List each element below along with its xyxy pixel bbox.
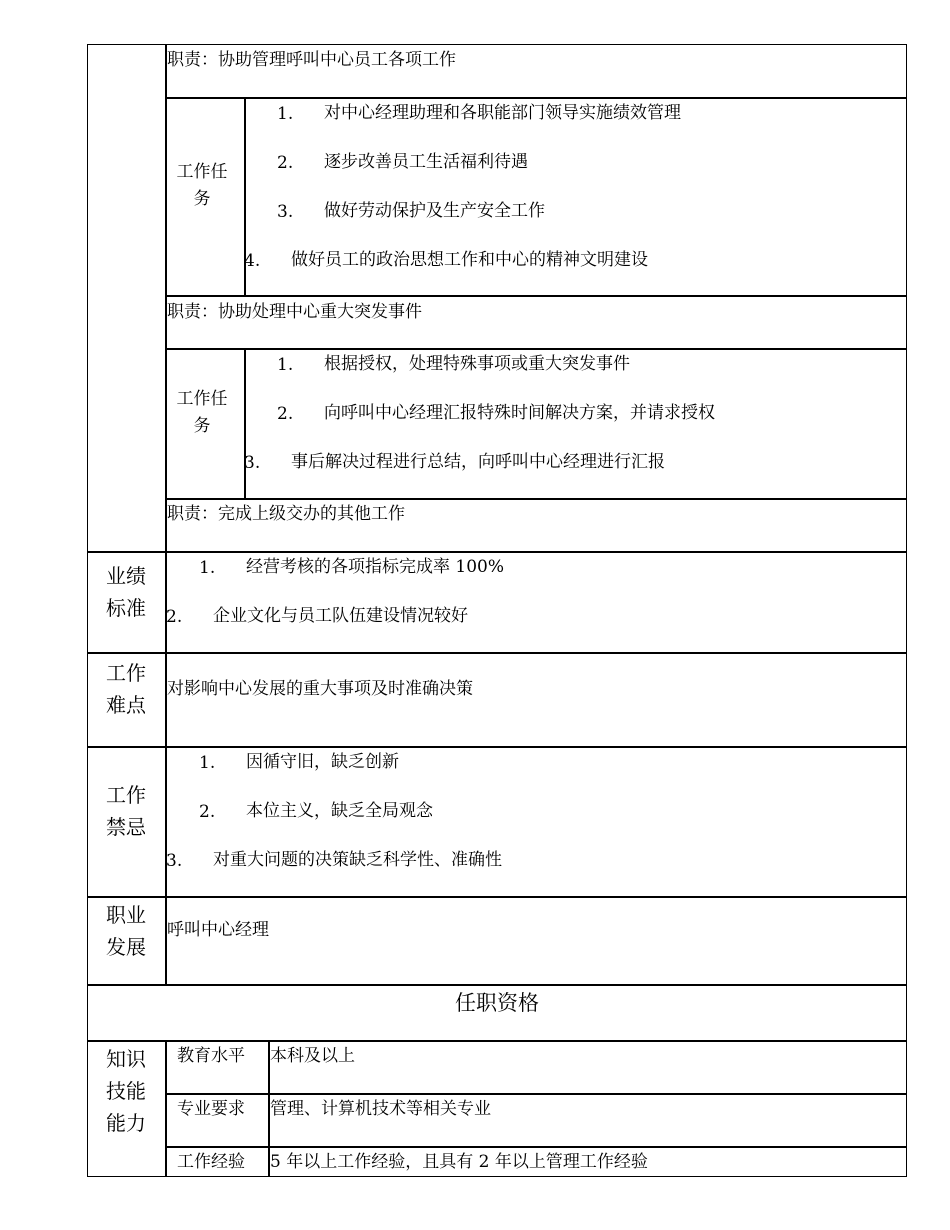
- responsibility-1-label: 职责：协助管理呼叫中心员工各项工作: [167, 50, 456, 70]
- qual-value: 管理、计算机技术等相关专业: [270, 1099, 491, 1119]
- row-divider: [87, 1040, 907, 1042]
- performance-text: 企业文化与员工队伍建设情况较好: [213, 606, 468, 626]
- task-text: 事后解决过程进行总结，向呼叫中心经理进行汇报: [291, 452, 665, 472]
- taboo-number: 3.: [166, 851, 183, 871]
- qualifications-title: 任职资格: [455, 991, 539, 1015]
- career-text: 呼叫中心经理: [167, 920, 269, 940]
- col-divider-left-bottom: [165, 1040, 167, 1177]
- task-number: 1.: [277, 355, 294, 375]
- task-number: 4.: [244, 251, 261, 271]
- responsibility-2-label: 职责：协助处理中心重大突发事件: [167, 302, 422, 322]
- row-divider: [87, 746, 907, 748]
- responsibility-3-label: 职责：完成上级交办的其他工作: [167, 504, 405, 524]
- qual-label: 专业要求: [177, 1099, 245, 1119]
- career-label: 职业发展: [106, 903, 146, 959]
- row-divider: [87, 652, 907, 654]
- performance-label: 业绩标准: [106, 564, 146, 620]
- row-divider: [87, 984, 907, 986]
- row-divider: [165, 97, 907, 99]
- taboo-text: 本位主义，缺乏全局观念: [246, 801, 433, 821]
- row-divider: [165, 348, 907, 350]
- taboo-text: 对重大问题的决策缺乏科学性、准确性: [213, 850, 502, 870]
- performance-text: 经营考核的各项指标完成率 100%: [246, 557, 505, 577]
- qual-value: 本科及以上: [270, 1046, 355, 1066]
- task-text: 做好劳动保护及生产安全工作: [324, 201, 545, 221]
- row-divider: [87, 896, 907, 898]
- task-text: 向呼叫中心经理汇报特殊时间解决方案，并请求授权: [324, 403, 715, 423]
- taboo-number: 1.: [199, 753, 216, 773]
- row-divider: [165, 498, 907, 500]
- taboo-text: 因循守旧，缺乏创新: [246, 752, 399, 772]
- task-number: 3.: [277, 202, 294, 222]
- qual-label: 教育水平: [177, 1046, 245, 1066]
- qual-row-divider: [165, 1093, 907, 1095]
- qual-value: 5 年以上工作经验，且具有 2 年以上管理工作经验: [270, 1152, 648, 1172]
- tasks-label: 工作任务: [176, 162, 228, 209]
- row-divider: [87, 551, 907, 553]
- row-divider: [165, 295, 907, 297]
- task-label-divider: [244, 348, 246, 498]
- taboo-label: 工作禁忌: [106, 783, 146, 839]
- task-text: 做好员工的政治思想工作和中心的精神文明建设: [291, 250, 648, 270]
- qual-label: 工作经验: [177, 1152, 245, 1172]
- difficulty-label: 工作难点: [106, 661, 146, 717]
- task-text: 根据授权，处理特殊事项或重大突发事件: [324, 354, 630, 374]
- performance-number: 2.: [166, 607, 183, 627]
- task-number: 2.: [277, 404, 294, 424]
- performance-number: 1.: [199, 558, 216, 578]
- taboo-number: 2.: [199, 802, 216, 822]
- task-text: 对中心经理助理和各职能部门领导实施绩效管理: [324, 103, 681, 123]
- task-number: 1.: [277, 104, 294, 124]
- task-number: 2.: [277, 153, 294, 173]
- task-number: 3.: [244, 453, 261, 473]
- difficulty-text: 对影响中心发展的重大事项及时准确决策: [167, 679, 473, 699]
- qual-row-divider: [165, 1146, 907, 1148]
- tasks-label: 工作任务: [176, 389, 228, 436]
- task-text: 逐步改善员工生活福利待遇: [324, 152, 528, 172]
- qualifications-group-label: 知识技能能力: [106, 1047, 146, 1135]
